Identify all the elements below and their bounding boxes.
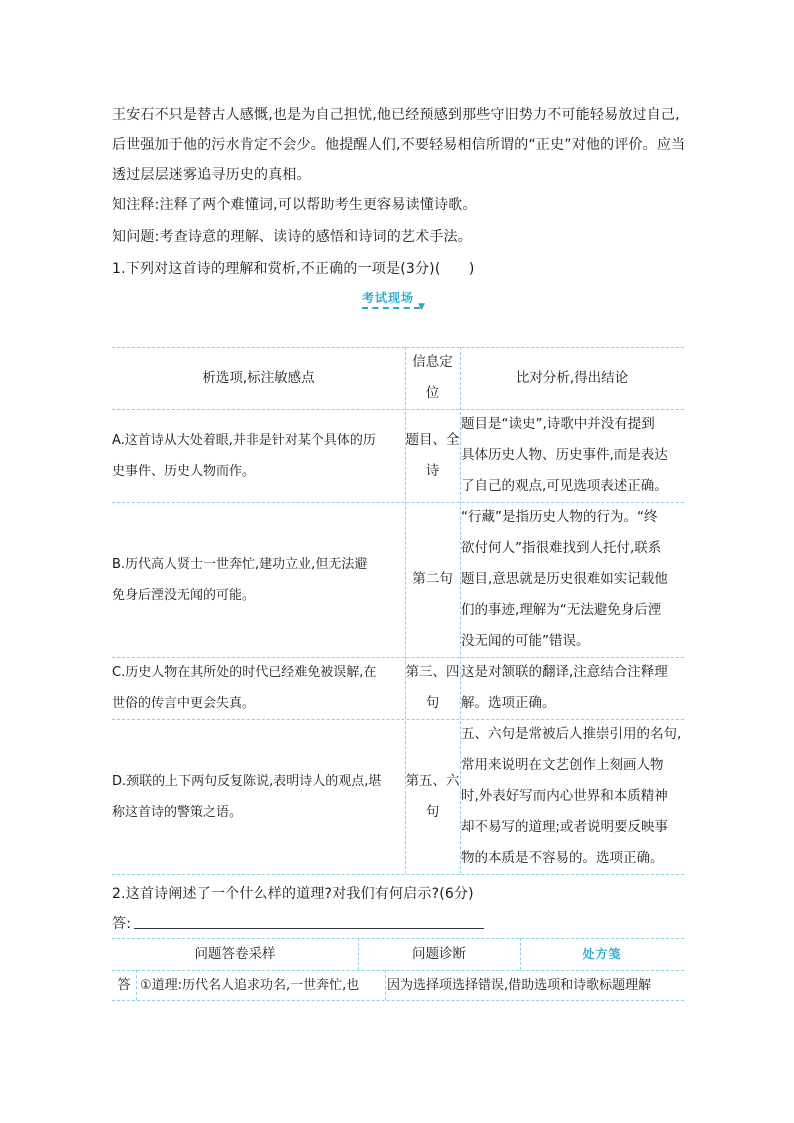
table-header-analysis: 比对分析,得出结论 bbox=[515, 369, 629, 386]
table2-header-sample: 问题答卷采样 bbox=[194, 945, 276, 962]
exam-scene-badge bbox=[362, 289, 427, 312]
answer-label: 答 bbox=[117, 976, 131, 993]
intro-paragraph: 王安石不只是替古人感慨,也是为自己担忧,他已经预感到那些守旧势力不可能轻易放过自己,后世强加于他的污水肯定不会少。他提醒人们,不要轻易相信所谓的“正史”对他的评价。应当透过层层迷雾追寻历史的真相。 bbox=[112, 107, 686, 183]
chevron-down-icon: ▼ bbox=[418, 302, 427, 312]
analysis-cell: “行藏”是指历史人物的行为。“终 欲付何人”指很难找到人托付,联系 题目,意思就是历史很难如实记载他 们的事迹,理解为“无法避免身后湮 没无闻的可能”错误。 bbox=[461, 509, 668, 649]
answer-input-line[interactable] bbox=[134, 928, 484, 929]
note-zhushi: 知注释:注释了两个难懂词,可以帮助考生更容易读懂诗歌。 bbox=[112, 197, 477, 213]
table-row: B.历代高人贤士一世奔忙,建功立业,但无法避 免身后湮没无闻的可能。 bbox=[112, 556, 368, 603]
answer-prefix: 答: bbox=[112, 916, 132, 932]
diagnosis-cell: 因为选择项选择错误,借助选项和诗歌标题理解 bbox=[387, 977, 652, 993]
locate-cell: 题目、全 诗 bbox=[405, 431, 460, 479]
table-header-option: 析选项,标注敏感点 bbox=[202, 369, 315, 386]
table2-header-diagnosis: 问题诊断 bbox=[412, 945, 466, 962]
answer-sample-cell: ①道理:历代名人追求功名,一世奔忙,也 bbox=[140, 977, 360, 993]
table-row: C.历史人物在其所处的时代已经难免被误解,在 世俗的传言中更会失真。 bbox=[112, 665, 377, 711]
exam-scene-label: 考试现场 bbox=[362, 291, 415, 305]
note-wenti: 知问题:考查诗意的理解、读诗的感悟和诗词的艺术手法。 bbox=[112, 229, 472, 245]
badge-underline bbox=[362, 307, 420, 309]
locate-cell: 第五、六 句 bbox=[405, 772, 460, 820]
table-row: A.这首诗从大处着眼,并非是针对某个具体的历 史事件、历史人物而作。 bbox=[112, 432, 376, 479]
analysis-cell: 五、六句是常被后人推崇引用的名句, 常用来说明在文艺创作上刻画人物 时,外表好写而内心世界和本质精神 却不易写的道理;或者说明要反映事 物的本质是不容易的。选项正确。 bbox=[461, 726, 682, 866]
locate-cell: 第三、四 句 bbox=[405, 664, 460, 711]
table-header-locate: 信息定 位 bbox=[412, 354, 453, 401]
locate-cell: 第二句 bbox=[412, 571, 453, 587]
table-row: D.颈联的上下两句反复陈说,表明诗人的观点,堪 称这首诗的警策之语。 bbox=[112, 773, 382, 820]
prescription-badge: 处方笺 bbox=[582, 946, 622, 961]
analysis-cell: 这是对颔联的翻译,注意结合注释理 解。选项正确。 bbox=[461, 664, 668, 711]
analysis-cell: 题目是“读史”,诗歌中并没有提到 具体历史人物、历史事件,而是表达 了自己的观点,可见选项表述正确。 bbox=[461, 416, 668, 494]
question-2: 2.这首诗阐述了一个什么样的道理?对我们有何启示?(6分) bbox=[112, 886, 474, 902]
question-1: 1.下列对这首诗的理解和赏析,不正确的一项是(3分)( ) bbox=[112, 261, 475, 277]
